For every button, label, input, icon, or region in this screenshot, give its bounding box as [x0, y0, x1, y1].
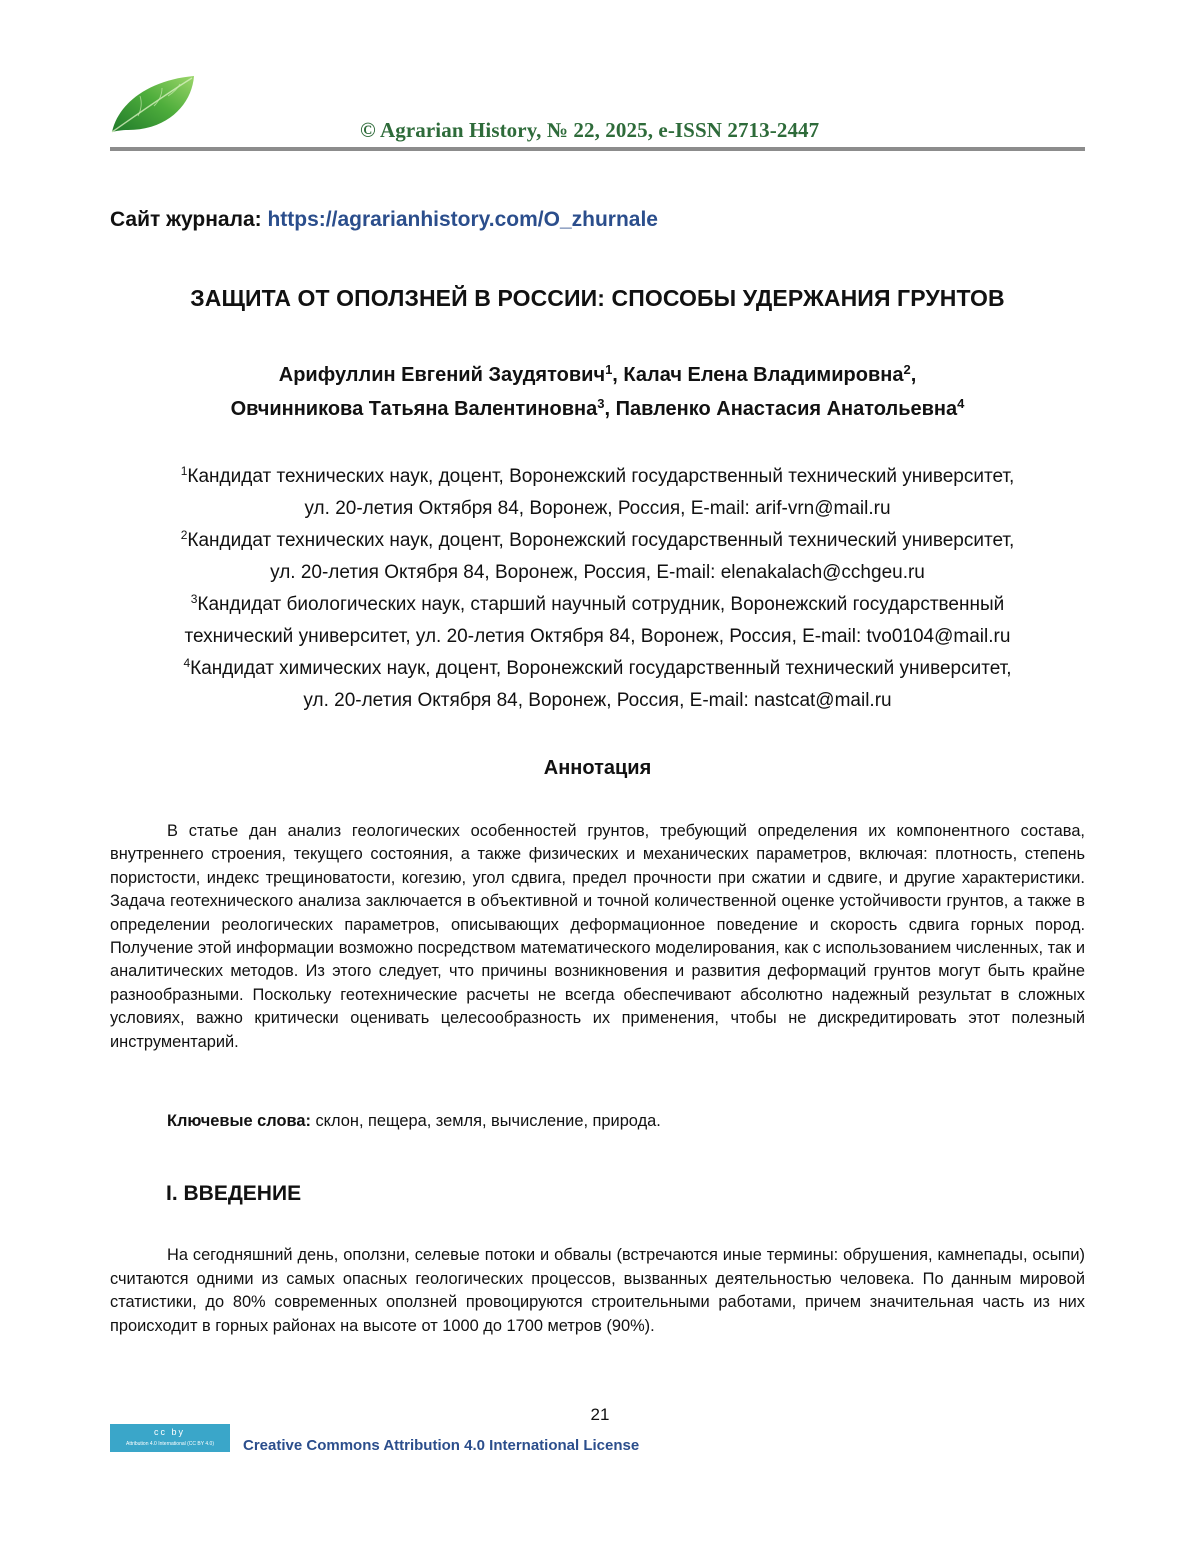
author-sup: 2 [903, 362, 911, 377]
affiliations [110, 461, 1085, 717]
journal-site-line [110, 208, 658, 232]
author-line-2 [110, 392, 1085, 426]
introduction-text: На сегодняшний день, оползни, селевые потоки и обвалы (встречаются иные термины: обрушения, камнепады, осыпи) считаются одними из самых опасных геологических процессов, вызванных деятельностью человека. По данным мировой статистики, до 80% современных оползней провоцируются строительными работами, причем значительная часть из них происходит в горных районах на высоте от 1000 до 1700 метров (90%). [110, 1246, 1085, 1335]
author-separator: , [604, 398, 616, 420]
affiliation-line [110, 589, 1085, 621]
author-name: Овчинникова Татьяна Валентиновна [230, 398, 598, 420]
affiliation-line [110, 525, 1085, 557]
affiliation-line: ул. 20-летия Октября 84, Воронеж, Россия, E-mail: nastcat@mail.ru [303, 690, 892, 711]
affiliation-line: технический университет, ул. 20-летия Октября 84, Воронеж, Россия, E-mail: tvo0104@mail.ru [184, 626, 1011, 647]
paper-title: ЗАЩИТА ОТ ОПОЛЗНЕЙ В РОССИИ: СПОСОБЫ УДЕРЖАНИЯ ГРУНТОВ [190, 285, 1005, 311]
author-sup: 4 [957, 396, 965, 411]
affiliation-line [110, 653, 1085, 685]
affiliation-text: Кандидат технических наук, доцент, Воронежский государственный технический университет, [187, 530, 1015, 551]
cc-badge-text: Attribution 4.0 International (CC BY 4.0) [125, 1441, 214, 1447]
affiliation-sup: 3 [190, 592, 198, 606]
author-name: Павленко Анастасия Анатольевна [615, 398, 958, 420]
section-heading-introduction: I. ВВЕДЕНИЕ [166, 1182, 302, 1205]
affiliation-line [110, 461, 1085, 493]
author-name: Калач Елена Владимировна [623, 364, 904, 386]
author-sup: 3 [597, 396, 605, 411]
author-separator: , [910, 364, 917, 386]
leaf-logo-icon [108, 74, 200, 136]
keywords-text: склон, пещера, земля, вычисление, природа. [310, 1112, 661, 1130]
author-list [110, 358, 1085, 426]
author-sup: 1 [605, 362, 613, 377]
cc-by-icon: cc by [154, 1427, 186, 1437]
author-name: Арифуллин Евгений Заудятович [278, 364, 606, 386]
affiliation-line: ул. 20-летия Октября 84, Воронеж, Россия, E-mail: elenakalach@cchgeu.ru [270, 562, 925, 583]
keywords [167, 1112, 661, 1131]
license-link[interactable]: Creative Commons Attribution 4.0 International License [243, 1437, 640, 1454]
affiliation-sup: 1 [180, 464, 188, 478]
author-line-1 [110, 358, 1085, 392]
page-number: 21 [590, 1405, 610, 1424]
abstract-heading: Аннотация [543, 757, 652, 779]
cc-by-badge[interactable] [110, 1424, 230, 1452]
affiliation-text: Кандидат технических наук, доцент, Воронежский государственный технический университет, [187, 466, 1015, 487]
author-separator: , [612, 364, 624, 386]
journal-header: © Agrarian History, № 22, 2025, e-ISSN 2713-2447 [360, 118, 820, 142]
affiliation-sup: 4 [183, 656, 191, 670]
affiliation-sup: 2 [180, 528, 188, 542]
affiliation-text: Кандидат химических наук, доцент, Воронежский государственный технический университет, [190, 658, 1012, 679]
header-divider [110, 147, 1085, 151]
journal-site-link[interactable]: https://agrarianhistory.com/O_zhurnale [267, 208, 658, 231]
abstract-text: В статье дан анализ геологических особенностей грунтов, требующий определения их компонентного состава, внутреннего строения, текущего состояния, а также физических и механических параметров, включая: плотность, степень пористости, индекс трещиноватости, когезию, угол сдвига, предел прочности при сжатии и сдвиге, и другие характеристики. Задача геотехнического анализа заключается в объективной и точной количественной оценке устойчивости грунтов, а также в определении реологических параметров, описывающих деформационное поведение и скорость сдвига горных пород. Получение этой информации возможно посредством математического моделирования, как с использованием численных, так и аналитических методов. Из этого следует, что причины возникновения и развития деформаций грунтов могут быть крайне разнообразными. Поскольку геотехнические расчеты не всегда обеспечивают абсолютно надежный результат в сложных условиях, важно критически оценивать целесообразность их применения, чтобы не дискредитировать этот полезный инструментарий. [110, 822, 1085, 1051]
site-label: Сайт журнала: [110, 208, 262, 231]
affiliation-line: ул. 20-летия Октября 84, Воронеж, Россия, E-mail: arif-vrn@mail.ru [304, 498, 891, 519]
keywords-label: Ключевые слова: [167, 1112, 311, 1130]
affiliation-text: Кандидат биологических наук, старший научный сотрудник, Воронежский государственный [197, 594, 1005, 615]
